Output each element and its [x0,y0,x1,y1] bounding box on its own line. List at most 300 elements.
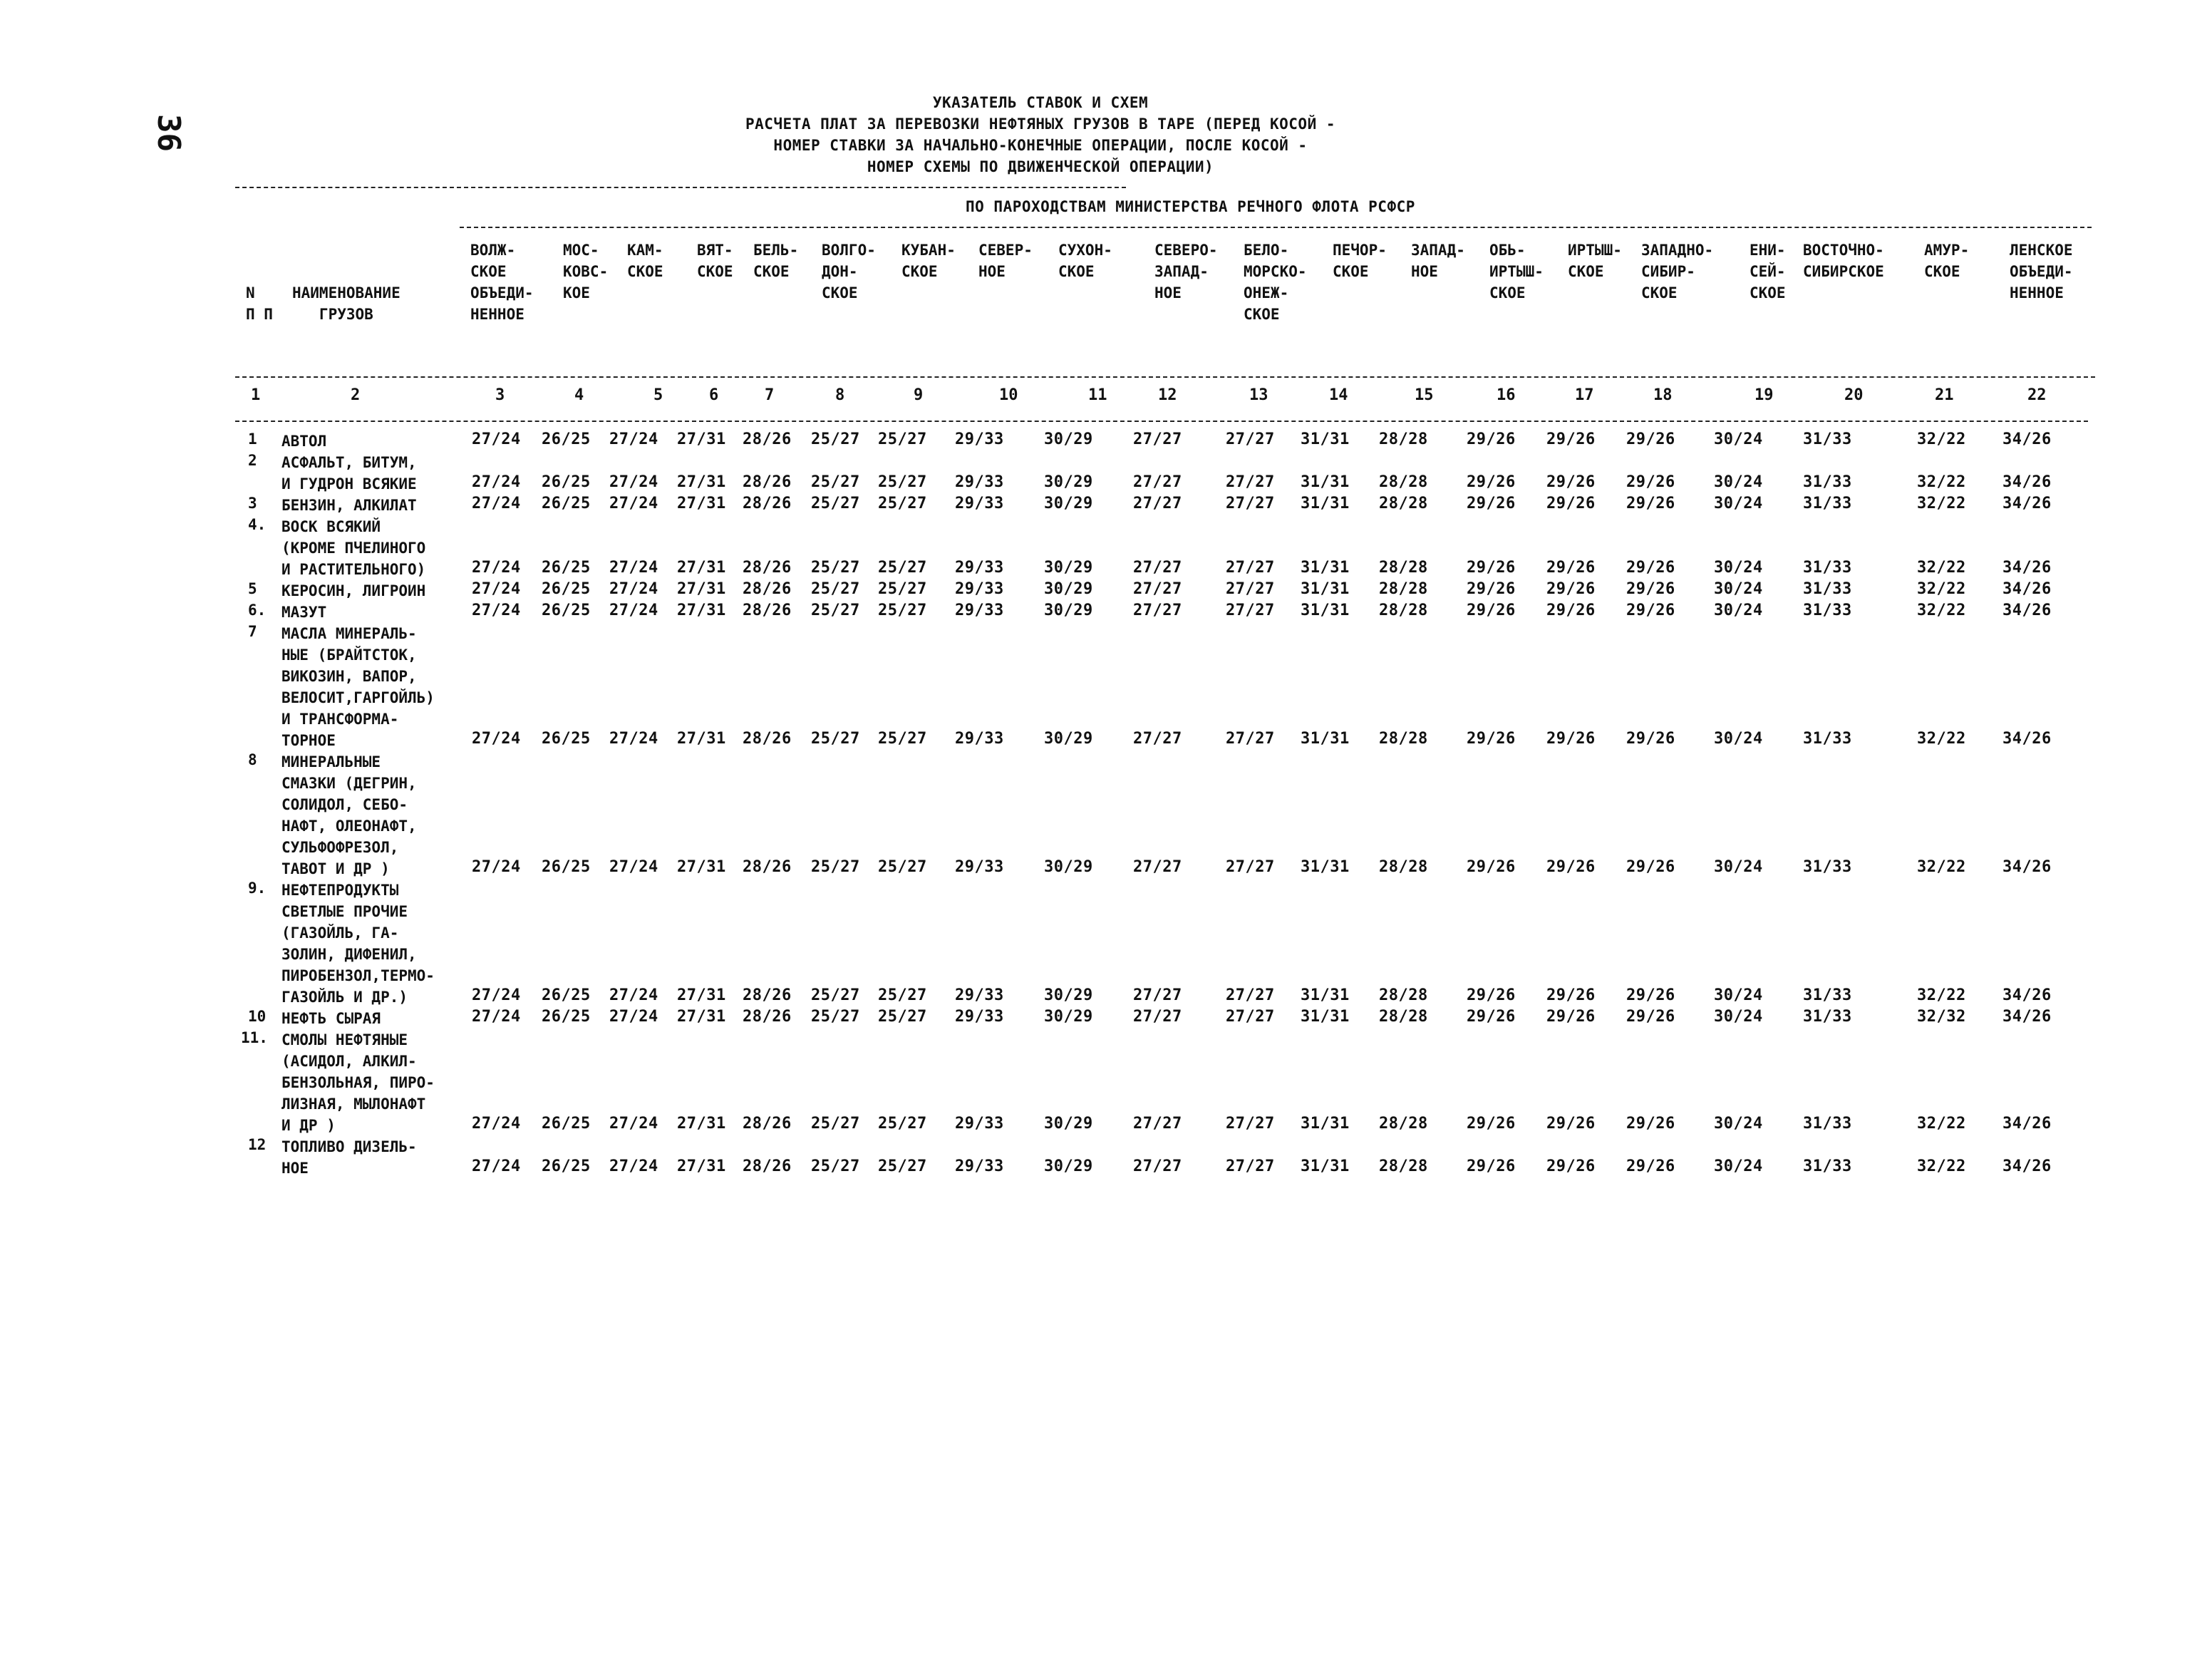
rate-cell: 25/27 [811,1158,860,1175]
rate-cell: 29/26 [1626,602,1675,619]
rate-cell: 28/26 [743,858,792,876]
rate-cell: 32/22 [1917,559,1966,577]
rate-cell: 27/27 [1133,580,1182,598]
rate-cell: 27/24 [609,602,658,619]
rate-cell: 27/27 [1226,495,1275,512]
column-number: 21 [1935,386,1954,404]
rate-cell: 30/24 [1714,580,1763,598]
cargo-name: ВОСК ВСЯКИЙ (КРОМЕ ПЧЕЛИНОГО И РАСТИТЕЛЬНОГО) [281,518,426,578]
rate-cell: 26/25 [542,431,591,448]
rate-cell: 25/27 [878,431,927,448]
rate-cell: 27/27 [1226,1008,1275,1026]
title-line-3: НОМЕР СТАВКИ ЗА НАЧАЛЬНО-КОНЕЧНЫЕ ОПЕРАЦИИ, ПОСЛЕ КОСОЙ - [773,137,1308,154]
column-number: 22 [2027,386,2047,404]
rate-cell: 29/26 [1467,431,1516,448]
rate-cell: 29/26 [1626,858,1675,876]
rate-cell: 28/26 [743,1158,792,1175]
column-header: МОС- КОВС- КОЕ [563,242,609,301]
rate-cell: 29/26 [1546,495,1596,512]
column-number: 13 [1249,386,1268,404]
cargo-name: МАСЛА МИНЕРАЛЬ- НЫЕ (БРАЙТСТОК, ВИКОЗИН, ВАПОР, ВЕЛОСИТ,ГАРГОЙЛЬ) И ТРАНСФОРМА- ТОРНОЕ [281,625,435,749]
column-number: 9 [914,386,924,404]
column-header: ПЕЧОР- СКОЕ [1333,242,1387,280]
rate-cell: 27/24 [472,473,521,491]
rate-cell: 29/26 [1467,495,1516,512]
rate-cell: 27/27 [1133,730,1182,748]
rate-cell: 27/24 [609,986,658,1004]
row-number: 9. [248,880,267,897]
row-number: 5 [248,580,257,597]
rate-cell: 31/31 [1301,1158,1350,1175]
rate-cell: 30/29 [1044,858,1093,876]
rate-cell: 30/29 [1044,730,1093,748]
rate-cell: 27/27 [1133,1115,1182,1133]
column-number: 18 [1653,386,1673,404]
column-header: СЕВЕР- НОЕ [978,242,1033,280]
rate-cell: 27/24 [472,580,521,598]
rate-cell: 31/31 [1301,986,1350,1004]
rate-cell: 30/29 [1044,1115,1093,1133]
rate-cell: 27/27 [1226,580,1275,598]
rate-cell: 27/27 [1226,559,1275,577]
rate-cell: 28/28 [1379,559,1428,577]
row-number: 11. [241,1029,268,1046]
rate-cell: 27/27 [1226,730,1275,748]
cargo-name: БЕНЗИН, АЛКИЛАТ [281,497,417,514]
rate-cell: 30/29 [1044,473,1093,491]
column-number: 4 [574,386,584,404]
rate-cell: 30/24 [1714,431,1763,448]
rate-cell: 27/24 [609,431,658,448]
rate-cell: 27/31 [677,730,726,748]
column-header: ВОЛГО- ДОН- СКОЕ [822,242,876,301]
rate-cell: 30/29 [1044,495,1093,512]
rate-cell: 28/28 [1379,1158,1428,1175]
column-number: 15 [1415,386,1434,404]
rate-cell: 28/26 [743,580,792,598]
rate-cell: 29/26 [1626,1158,1675,1175]
rate-cell: 27/31 [677,1115,726,1133]
rate-cell: 27/31 [677,431,726,448]
rate-cell: 29/33 [955,580,1004,598]
rate-cell: 29/26 [1546,602,1596,619]
column-header: СЕВЕРО- ЗАПАД- НОЕ [1154,242,1218,301]
rate-cell: 25/27 [811,559,860,577]
row-number: 10 [248,1008,267,1025]
rate-cell: 32/22 [1917,495,1966,512]
rate-cell: 26/25 [542,602,591,619]
rate-cell: 29/26 [1546,1008,1596,1026]
rate-cell: 29/26 [1467,473,1516,491]
column-number: 10 [999,386,1018,404]
rate-cell: 29/26 [1467,986,1516,1004]
rate-cell: 27/27 [1226,858,1275,876]
rate-cell: 29/33 [955,473,1004,491]
rate-cell: 31/33 [1803,431,1852,448]
cargo-name: МИНЕРАЛЬНЫЕ СМАЗКИ (ДЕГРИН, СОЛИДОЛ, СЕБО- НАФТ, ОЛЕОНАФТ, СУЛЬФОФРЕЗОЛ, ТАВОТ И ДР ) [281,753,417,877]
rate-cell: 27/31 [677,858,726,876]
rate-cell: 31/33 [1803,986,1852,1004]
column-header: ИРТЫШ- СКОЕ [1568,242,1622,280]
rate-cell: 29/26 [1546,431,1596,448]
rate-cell: 31/33 [1803,1115,1852,1133]
rate-cell: 29/33 [955,431,1004,448]
rate-cell: 25/27 [878,986,927,1004]
rate-cell: 32/22 [1917,431,1966,448]
rate-cell: 28/28 [1379,580,1428,598]
rate-cell: 25/27 [811,602,860,619]
rate-cell: 31/31 [1301,431,1350,448]
rate-cell: 27/27 [1226,1115,1275,1133]
rate-cell: 25/27 [811,580,860,598]
rate-cell: 32/22 [1917,602,1966,619]
row-number: 6. [248,602,267,619]
rate-cell: 29/26 [1626,986,1675,1004]
rate-cell: 27/24 [472,1158,521,1175]
rate-cell: 32/22 [1917,1115,1966,1133]
rate-cell: 31/33 [1803,730,1852,748]
rate-cell: 29/33 [955,986,1004,1004]
rate-cell: 31/33 [1803,473,1852,491]
rate-cell: 30/29 [1044,580,1093,598]
cargo-name: МАЗУТ [281,604,327,621]
title-line-1: УКАЗАТЕЛЬ СТАВОК И СХЕМ [932,94,1149,111]
rate-cell: 27/24 [609,858,658,876]
column-header: ЛЕНСКОЕ ОБЪЕДИ- НЕННОЕ [2010,242,2073,301]
rate-cell: 29/26 [1546,858,1596,876]
rate-cell: 29/26 [1467,1115,1516,1133]
column-header: БЕЛЬ- СКОЕ [753,242,799,280]
rate-cell: 30/24 [1714,1008,1763,1026]
rate-cell: 27/27 [1226,1158,1275,1175]
rate-cell: 34/26 [2002,559,2052,577]
rate-cell: 25/27 [878,858,927,876]
rate-cell: 27/24 [609,559,658,577]
rate-cell: 25/27 [811,986,860,1004]
rate-cell: 34/26 [2002,473,2052,491]
rate-cell: 27/24 [472,495,521,512]
rate-cell: 29/33 [955,730,1004,748]
rate-cell: 29/26 [1467,1008,1516,1026]
column-header: ЗАПАДНО- СИБИР- СКОЕ [1641,242,1714,301]
rate-cell: 30/24 [1714,1115,1763,1133]
rate-cell: 29/26 [1626,431,1675,448]
column-number: 17 [1575,386,1594,404]
rate-cell: 25/27 [811,858,860,876]
rate-cell: 29/26 [1467,730,1516,748]
rate-cell: 30/24 [1714,858,1763,876]
rate-cell: 25/27 [878,1008,927,1026]
rate-cell: 27/31 [677,1008,726,1026]
rate-cell: 27/24 [472,986,521,1004]
rate-cell: 27/24 [472,1008,521,1026]
rate-cell: 29/26 [1467,559,1516,577]
rate-cell: 32/22 [1917,858,1966,876]
rate-cell: 29/26 [1546,730,1596,748]
rate-cell: 28/26 [743,431,792,448]
rate-cell: 25/27 [878,580,927,598]
column-header: АМУР- СКОЕ [1924,242,1970,280]
column-number: 20 [1844,386,1864,404]
rate-cell: 31/31 [1301,1115,1350,1133]
rate-cell: 32/22 [1917,473,1966,491]
row-number: 4. [248,516,267,533]
column-number: 12 [1158,386,1177,404]
rate-cell: 30/24 [1714,1158,1763,1175]
rate-cell: 27/27 [1133,495,1182,512]
column-number: 2 [351,386,361,404]
rate-cell: 31/31 [1301,1008,1350,1026]
rate-cell: 25/27 [878,1158,927,1175]
rate-cell: 27/27 [1133,602,1182,619]
cargo-name: КЕРОСИН, ЛИГРОИН [281,582,426,599]
rate-cell: 25/27 [878,602,927,619]
row-number: 2 [248,452,257,469]
rate-cell: 34/26 [2002,1158,2052,1175]
rate-cell: 29/26 [1626,559,1675,577]
column-number: 5 [653,386,663,404]
rate-cell: 28/26 [743,1115,792,1133]
rate-cell: 27/24 [609,730,658,748]
rate-cell: 27/24 [609,1115,658,1133]
title-line-2: РАСЧЕТА ПЛАТ ЗА ПЕРЕВОЗКИ НЕФТЯНЫХ ГРУЗОВ В ТАРЕ (ПЕРЕД КОСОЙ - [745,115,1335,133]
row-number: 1 [248,431,257,448]
rate-cell: 29/26 [1546,473,1596,491]
rate-cell: 28/26 [743,495,792,512]
rate-cell: 27/24 [472,559,521,577]
rate-cell: 29/26 [1467,858,1516,876]
cargo-name: НЕФТЬ СЫРАЯ [281,1010,381,1027]
rate-cell: 34/26 [2002,1008,2052,1026]
column-header: ВОЛЖ- СКОЕ ОБЪЕДИ- НЕННОЕ [470,242,534,323]
rule-over-columns [460,227,2092,228]
rate-cell: 32/32 [1917,1008,1966,1026]
page-number: 36 [150,114,187,152]
rate-cell: 25/27 [878,495,927,512]
cargo-name: АСФАЛЬТ, БИТУМ, И ГУДРОН ВСЯКИЕ [281,454,417,493]
rate-cell: 26/25 [542,986,591,1004]
rate-cell: 25/27 [811,730,860,748]
row-number: 12 [248,1136,267,1153]
column-number: 3 [495,386,505,404]
rate-cell: 27/24 [609,473,658,491]
column-number: 6 [709,386,719,404]
cargo-name: АВТОЛ [281,433,327,450]
rate-cell: 28/28 [1379,431,1428,448]
rate-cell: 34/26 [2002,1115,2052,1133]
rate-cell: 34/26 [2002,602,2052,619]
rate-cell: 28/28 [1379,473,1428,491]
column-header: ОБЬ- ИРТЫШ- СКОЕ [1489,242,1544,301]
rate-cell: 28/26 [743,602,792,619]
rate-cell: 27/24 [472,602,521,619]
rate-cell: 34/26 [2002,986,2052,1004]
header-cargo-name: НАИМЕНОВАНИЕ ГРУЗОВ [292,284,400,323]
rate-cell: 29/26 [1626,1008,1675,1026]
rate-cell: 31/33 [1803,602,1852,619]
rate-cell: 26/25 [542,473,591,491]
rate-cell: 27/31 [677,495,726,512]
rate-cell: 27/24 [472,858,521,876]
rate-cell: 25/27 [878,473,927,491]
rate-cell: 27/27 [1133,986,1182,1004]
column-header: КУБАН- СКОЕ [901,242,956,280]
rate-cell: 27/27 [1226,473,1275,491]
rate-cell: 27/24 [609,1008,658,1026]
rate-cell: 29/26 [1626,1115,1675,1133]
rate-cell: 30/24 [1714,495,1763,512]
rate-cell: 31/33 [1803,1008,1852,1026]
column-header: ВЯТ- СКОЕ [697,242,733,280]
rate-cell: 27/27 [1226,986,1275,1004]
rate-cell: 25/27 [878,559,927,577]
rate-cell: 27/31 [677,1158,726,1175]
column-number: 19 [1754,386,1774,404]
rate-cell: 31/33 [1803,580,1852,598]
rate-cell: 25/27 [811,431,860,448]
column-number: 11 [1088,386,1107,404]
rate-cell: 26/25 [542,1008,591,1026]
rate-cell: 29/26 [1546,1115,1596,1133]
column-header: БЕЛО- МОРСКО- ОНЕЖ- СКОЕ [1244,242,1307,323]
rate-cell: 26/25 [542,730,591,748]
rate-cell: 27/27 [1133,431,1182,448]
rate-cell: 25/27 [811,1008,860,1026]
column-header: ЗАПАД- НОЕ [1411,242,1465,280]
rate-cell: 31/33 [1803,858,1852,876]
rate-cell: 27/31 [677,986,726,1004]
rate-cell: 32/22 [1917,986,1966,1004]
rate-cell: 26/25 [542,495,591,512]
rate-cell: 29/26 [1546,580,1596,598]
rate-cell: 27/31 [677,602,726,619]
rate-cell: 27/24 [472,1115,521,1133]
rate-cell: 29/26 [1626,580,1675,598]
rate-cell: 30/24 [1714,559,1763,577]
rate-cell: 30/24 [1714,602,1763,619]
rate-cell: 27/31 [677,473,726,491]
rate-cell: 30/29 [1044,559,1093,577]
rate-cell: 27/24 [472,730,521,748]
rate-cell: 25/27 [811,1115,860,1133]
rate-cell: 29/26 [1626,495,1675,512]
row-number: 7 [248,623,257,640]
rate-cell: 34/26 [2002,431,2052,448]
rate-cell: 28/28 [1379,858,1428,876]
rate-cell: 25/27 [878,1115,927,1133]
rate-cell: 34/26 [2002,495,2052,512]
rate-cell: 29/33 [955,1115,1004,1133]
rate-cell: 31/33 [1803,1158,1852,1175]
rate-cell: 30/24 [1714,986,1763,1004]
rate-cell: 26/25 [542,1115,591,1133]
rate-cell: 26/25 [542,559,591,577]
rule-under-column-numbers [235,421,2088,422]
rate-cell: 25/27 [878,730,927,748]
rate-cell: 29/33 [955,1008,1004,1026]
title-line-4: НОМЕР СХЕМЫ ПО ДВИЖЕНЧЕСКОЙ ОПЕРАЦИИ) [867,158,1214,175]
rate-cell: 28/28 [1379,495,1428,512]
header-number: N П П [246,284,273,323]
rate-cell: 29/33 [955,1158,1004,1175]
rate-cell: 27/27 [1133,473,1182,491]
rate-cell: 31/31 [1301,580,1350,598]
rate-cell: 28/26 [743,1008,792,1026]
rate-cell: 27/27 [1133,1008,1182,1026]
column-header: КАМ- СКОЕ [627,242,663,280]
rate-cell: 34/26 [2002,858,2052,876]
rate-cell: 29/33 [955,495,1004,512]
rate-cell: 28/26 [743,730,792,748]
rate-cell: 29/26 [1546,1158,1596,1175]
rate-cell: 26/25 [542,858,591,876]
column-number: 14 [1329,386,1348,404]
rate-cell: 29/26 [1626,473,1675,491]
rate-cell: 27/31 [677,559,726,577]
rate-cell: 29/26 [1546,986,1596,1004]
rate-cell: 28/26 [743,559,792,577]
rate-cell: 27/24 [472,431,521,448]
rate-cell: 32/22 [1917,1158,1966,1175]
rate-cell: 29/26 [1467,1158,1516,1175]
rate-cell: 28/26 [743,986,792,1004]
rate-cell: 32/22 [1917,580,1966,598]
rate-cell: 27/27 [1226,602,1275,619]
rate-cell: 32/22 [1917,730,1966,748]
rate-cell: 30/29 [1044,431,1093,448]
rate-cell: 29/33 [955,858,1004,876]
rate-cell: 27/27 [1133,858,1182,876]
rate-cell: 31/31 [1301,602,1350,619]
rate-cell: 30/24 [1714,473,1763,491]
rate-cell: 30/29 [1044,1008,1093,1026]
row-number: 3 [248,495,257,512]
rate-cell: 29/26 [1626,730,1675,748]
cargo-name: НЕФТЕПРОДУКТЫ СВЕТЛЫЕ ПРОЧИЕ (ГАЗОЙЛЬ, ГА- ЗОЛИН, ДИФЕНИЛ, ПИРОБЕНЗОЛ,ТЕРМО- ГАЗОЙЛЬ И ДР.) [281,882,435,1006]
rate-cell: 30/24 [1714,730,1763,748]
rate-cell: 27/24 [609,1158,658,1175]
rate-cell: 28/28 [1379,730,1428,748]
rate-cell: 28/26 [743,473,792,491]
row-number: 8 [248,751,257,768]
rule-under-header [235,376,2095,378]
cargo-name: ТОПЛИВО ДИЗЕЛЬ- НОЕ [281,1138,417,1177]
rate-cell: 30/29 [1044,1158,1093,1175]
rate-cell: 28/28 [1379,1008,1428,1026]
rate-cell: 27/24 [609,580,658,598]
rate-cell: 29/26 [1467,580,1516,598]
rate-cell: 34/26 [2002,580,2052,598]
rate-cell: 31/31 [1301,473,1350,491]
rate-cell: 31/31 [1301,495,1350,512]
column-header: ЕНИ- СЕЙ- СКОЕ [1750,242,1786,301]
rate-cell: 29/26 [1546,559,1596,577]
column-header: СУХОН- СКОЕ [1058,242,1112,280]
rule-under-title [235,187,1126,188]
column-number: 7 [765,386,775,404]
rate-cell: 26/25 [542,1158,591,1175]
rate-cell: 30/29 [1044,602,1093,619]
rate-cell: 30/29 [1044,986,1093,1004]
rate-cell: 31/33 [1803,495,1852,512]
rate-cell: 29/26 [1467,602,1516,619]
subtitle: ПО ПАРОХОДСТВАМ МИНИСТЕРСТВА РЕЧНОГО ФЛОТА РСФСР [966,198,1415,215]
rate-cell: 31/31 [1301,559,1350,577]
rate-cell: 26/25 [542,580,591,598]
rate-cell: 29/33 [955,602,1004,619]
rate-cell: 25/27 [811,473,860,491]
rate-cell: 27/31 [677,580,726,598]
